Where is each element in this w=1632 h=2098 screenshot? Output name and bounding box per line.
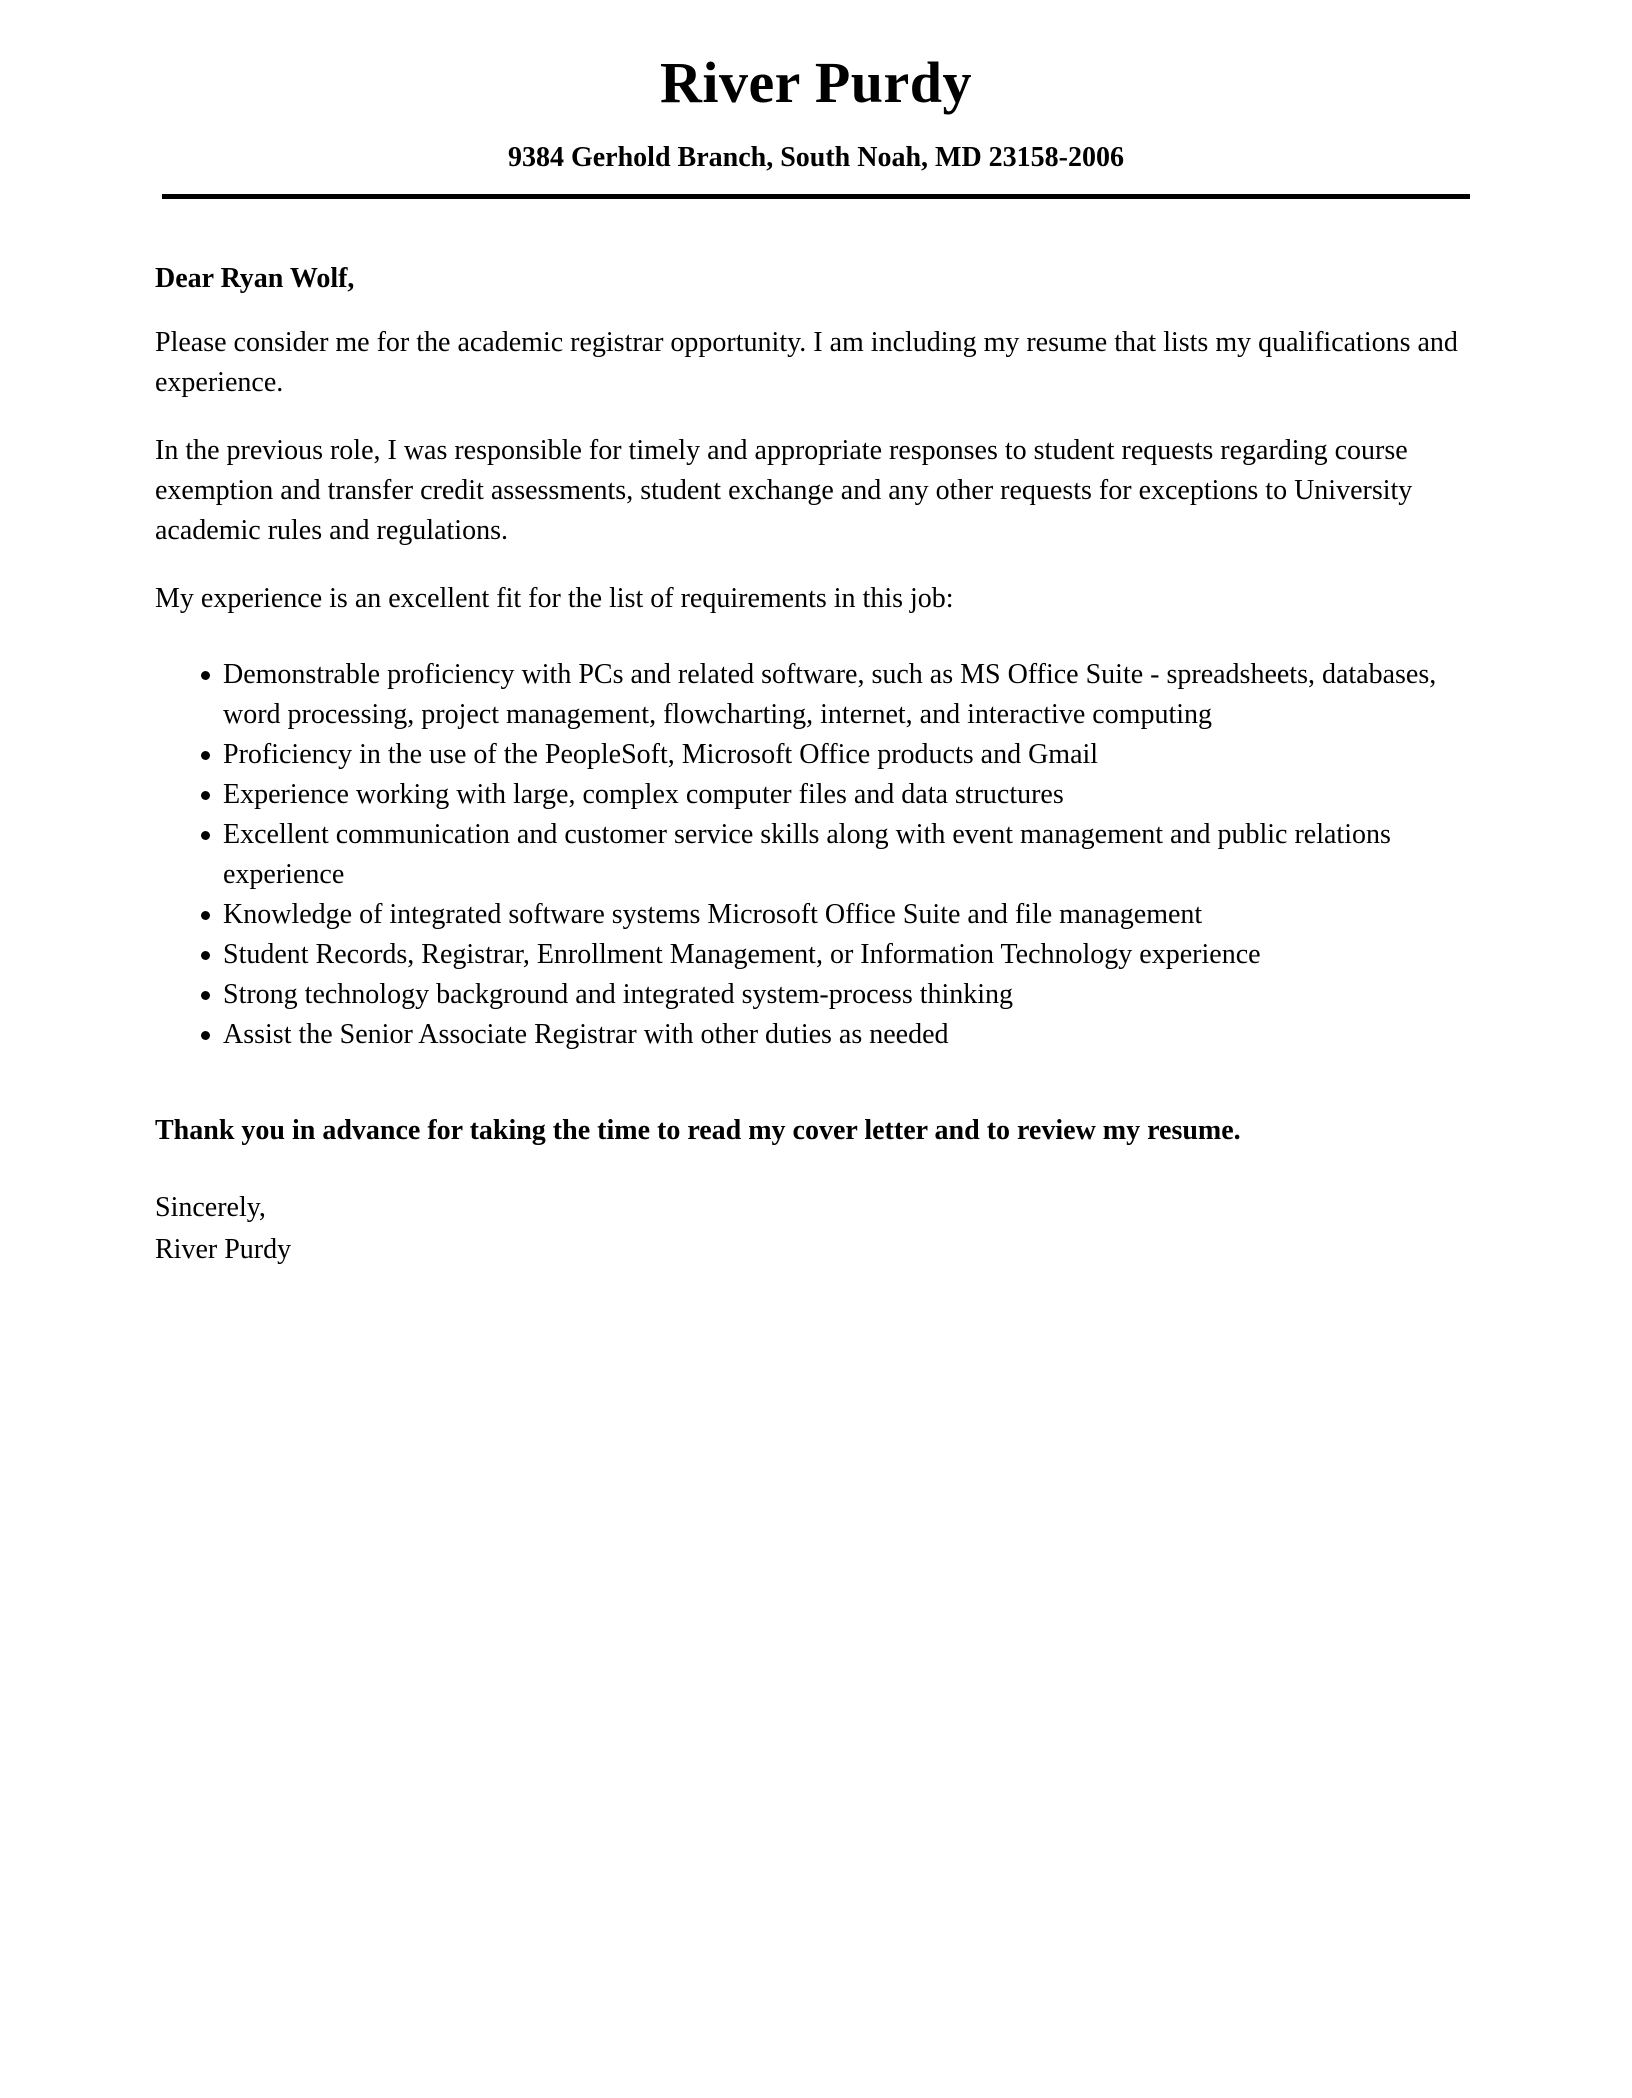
letter-header bbox=[0, 0, 1632, 199]
list-item: Excellent communication and customer service skills along with event management and public relations experience bbox=[201, 815, 1475, 895]
sender-name: River Purdy bbox=[659, 50, 973, 115]
list-item: Strong technology background and integrated system-process thinking bbox=[201, 975, 1475, 1015]
signature-name: River Purdy bbox=[155, 1234, 292, 1266]
list-item: Student Records, Registrar, Enrollment Management, or Information Technology experience bbox=[201, 935, 1475, 975]
greeting-line: Dear Ryan Wolf, bbox=[155, 263, 355, 295]
list-item: Demonstrable proficiency with PCs and related software, such as MS Office Suite - spreadsheets, databases, word processing, project management, flowcharting, internet, and interactive computing bbox=[201, 655, 1475, 735]
previous-role-paragraph: In the previous role, I was responsible for timely and appropriate responses to student requests regarding course exemption and transfer credit assessments, student exchange and any other requests for exceptions to University academic rules and regulations. bbox=[155, 435, 1413, 547]
list-item: Knowledge of integrated software systems Microsoft Office Suite and file management bbox=[201, 895, 1475, 935]
list-item: Experience working with large, complex computer files and data structures bbox=[201, 775, 1475, 815]
qualifications-list bbox=[155, 655, 1475, 1055]
intro-paragraph: Please consider me for the academic registrar opportunity. I am including my resume that lists my qualifications and experience. bbox=[155, 327, 1458, 399]
sender-address: 9384 Gerhold Branch, South Noah, MD 23158-2006 bbox=[507, 141, 1125, 173]
letter-body bbox=[0, 199, 1632, 1271]
signature-block bbox=[155, 1187, 1475, 1271]
closing-statement: Thank you in advance for taking the time to read my cover letter and to review my resume. bbox=[155, 1115, 1241, 1147]
list-item: Proficiency in the use of the PeopleSoft, Microsoft Office products and Gmail bbox=[201, 735, 1475, 775]
sign-off-line: Sincerely, bbox=[155, 1192, 266, 1224]
list-item: Assist the Senior Associate Registrar with other duties as needed bbox=[201, 1015, 1475, 1055]
experience-fit-paragraph: My experience is an excellent fit for the list of requirements in this job: bbox=[155, 583, 954, 615]
